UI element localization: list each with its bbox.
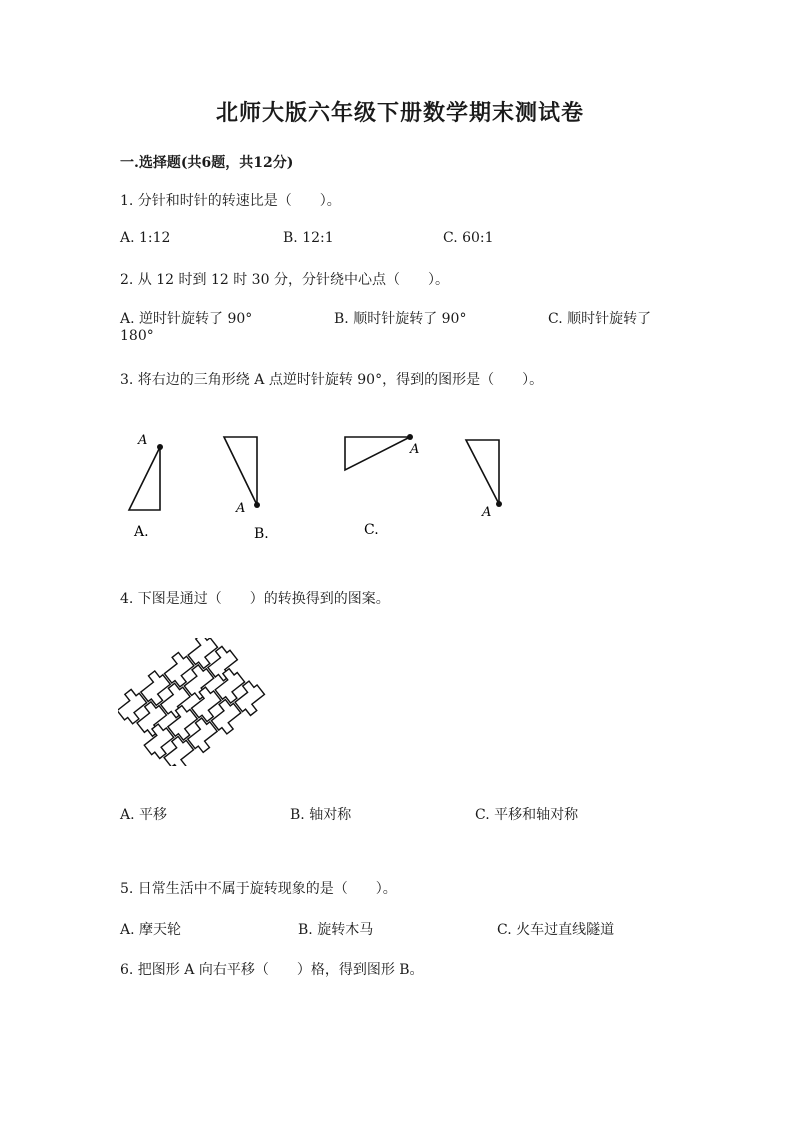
point-label-a4: A: [482, 505, 492, 520]
page-title: 北师大版六年级下册数学期末测试卷: [215, 100, 584, 126]
figure-label-b: B.: [254, 526, 269, 542]
question-4-option-a: A. 平移: [120, 807, 168, 823]
point-label-a2: A: [236, 501, 246, 516]
triangle-option-a: [129, 433, 163, 540]
question-1-option-a: A. 1:12: [120, 230, 171, 246]
point-label-a3: A: [410, 442, 420, 457]
question-5-option-b: B. 旋转木马: [298, 922, 374, 938]
question-3-triangle-figures: [110, 420, 530, 550]
question-1-option-b: B. 12:1: [283, 230, 334, 246]
question-1-stem: 1. 分针和时针的转速比是（ ）。: [120, 193, 341, 209]
question-2-option-a: A. 逆时针旋转了 90°: [120, 311, 253, 327]
question-1-option-c: C. 60:1: [443, 230, 494, 246]
question-6-stem: 6. 把图形 A 向右平移（ ）格，得到图形 B。: [120, 962, 424, 978]
question-2-option-c-continued: 180°: [120, 328, 154, 344]
figure-label-a: A.: [134, 524, 149, 540]
question-2-option-c: C. 顺时针旋转了: [548, 311, 652, 327]
question-2-stem: 2. 从 12 时到 12 时 30 分，分针绕中心点（ ）。: [120, 272, 449, 288]
triangle-option-c: [345, 434, 419, 538]
question-4-option-b: B. 轴对称: [290, 807, 352, 823]
question-4-tessellation-pattern: [118, 638, 268, 766]
triangle-option-b: [224, 437, 269, 542]
figure-label-c: C.: [364, 522, 379, 538]
section-heading: 一.选择题(共6题，共12分): [120, 155, 294, 171]
question-3-stem: 3. 将右边的三角形绕 A 点逆时针旋转 90°，得到的图形是（ ）。: [120, 372, 544, 388]
question-5-option-c: C. 火车过直线隧道: [497, 922, 615, 938]
question-2-option-b: B. 顺时针旋转了 90°: [334, 311, 467, 327]
question-4-option-c: C. 平移和轴对称: [475, 807, 579, 823]
question-4-stem: 4. 下图是通过（ ）的转换得到的图案。: [120, 591, 390, 607]
point-label-a1: A: [138, 433, 148, 448]
triangle-original: [466, 440, 502, 520]
question-5-option-a: A. 摩天轮: [120, 922, 182, 938]
question-5-stem: 5. 日常生活中不属于旋转现象的是（ ）。: [120, 881, 397, 897]
